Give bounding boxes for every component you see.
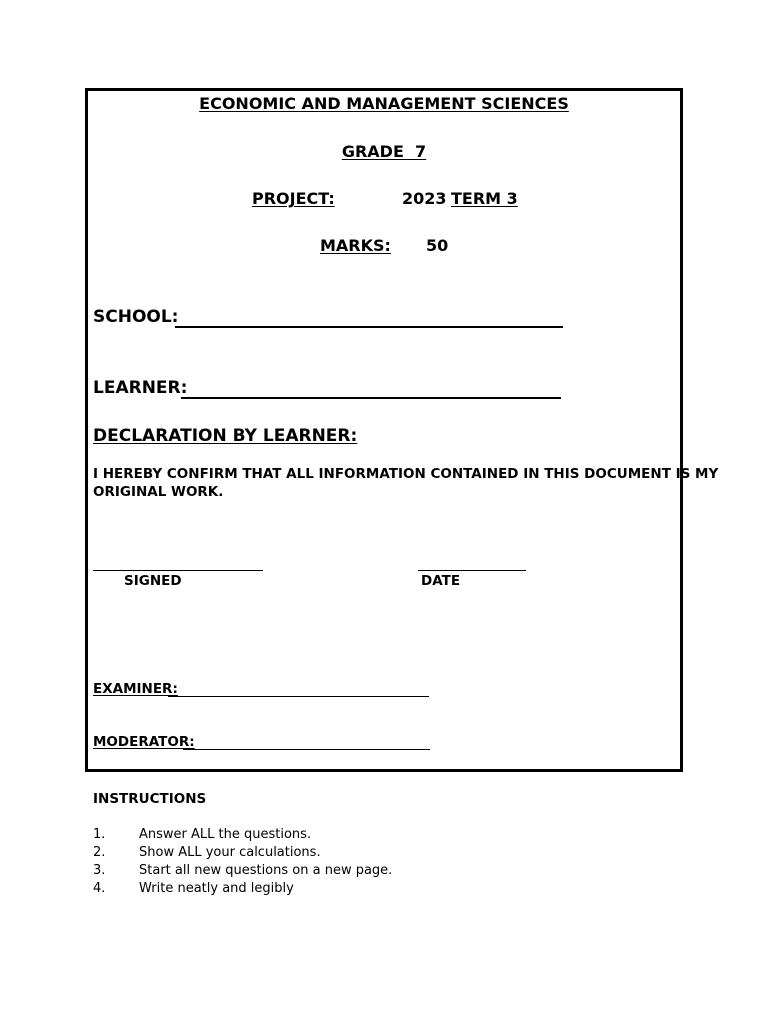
instruction-text: Answer ALL the questions. bbox=[139, 827, 312, 842]
project-year: 2023 bbox=[402, 189, 447, 208]
examiner-fill-line[interactable] bbox=[168, 696, 429, 697]
examiner-label: EXAMINER: bbox=[93, 681, 178, 697]
grade-heading: GRADE 7 bbox=[341, 142, 427, 161]
marks-label: MARKS: bbox=[320, 236, 391, 255]
instruction-text: Write neatly and legibly bbox=[139, 881, 294, 896]
instruction-number: 2. bbox=[93, 845, 106, 860]
learner-label: LEARNER: bbox=[93, 378, 188, 398]
instructions-title: INSTRUCTIONS bbox=[93, 791, 207, 807]
moderator-label: MODERATOR: bbox=[93, 734, 195, 750]
declaration-text-line-1: I HEREBY CONFIRM THAT ALL INFORMATION CONTAINED IN THIS DOCUMENT IS MY bbox=[93, 466, 719, 482]
declaration-text-line-2: ORIGINAL WORK. bbox=[93, 484, 224, 500]
instruction-number: 3. bbox=[93, 863, 106, 878]
school-fill-line[interactable] bbox=[175, 326, 563, 328]
instruction-text: Show ALL your calculations. bbox=[139, 845, 321, 860]
date-label: DATE bbox=[421, 573, 461, 589]
moderator-fill-line[interactable] bbox=[183, 749, 430, 750]
declaration-title: DECLARATION BY LEARNER: bbox=[93, 426, 358, 446]
instruction-number: 4. bbox=[93, 881, 106, 896]
project-term: TERM 3 bbox=[451, 189, 518, 208]
project-label: PROJECT: bbox=[252, 189, 335, 208]
instruction-text: Start all new questions on a new page. bbox=[139, 863, 393, 878]
subject-title: ECONOMIC AND MANAGEMENT SCIENCES bbox=[199, 94, 569, 113]
learner-fill-line[interactable] bbox=[181, 397, 561, 399]
signature-line[interactable] bbox=[93, 570, 263, 571]
signed-label: SIGNED bbox=[124, 573, 182, 589]
marks-value: 50 bbox=[426, 236, 449, 255]
school-label: SCHOOL: bbox=[93, 307, 179, 327]
date-line[interactable] bbox=[418, 570, 526, 571]
instruction-number: 1. bbox=[93, 827, 106, 842]
